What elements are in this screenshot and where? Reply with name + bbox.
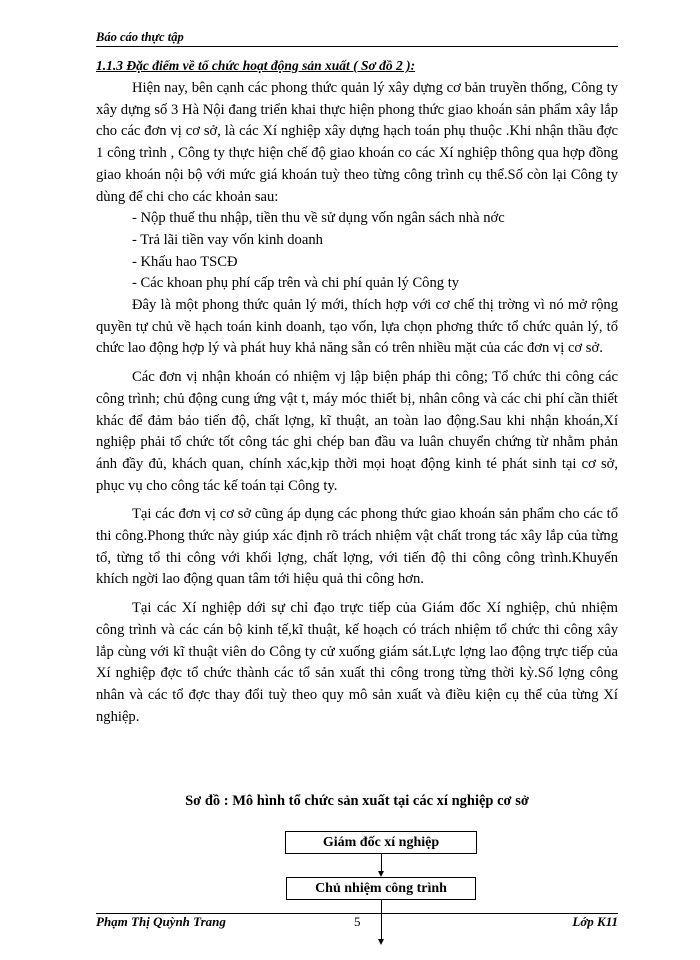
diagram-title: Sơ đồ : Mô hình tổ chức sản xuất tại các xí nghiệp cơ sở <box>185 793 529 809</box>
footer-author: Phạm Thị Quỳnh Trang <box>96 914 226 929</box>
connector-line <box>381 854 382 872</box>
list-item: - Trả lãi tiền vay vốn kinh doanh <box>132 231 323 248</box>
section-title: 1.1.3 Đặc điểm về tổ chức hoạt động sản xuất ( Sơ đồ 2 ): <box>96 58 416 73</box>
page-footer <box>96 914 618 934</box>
page-number: 5 <box>354 914 361 929</box>
page-header: Báo cáo thực tập <box>96 30 618 47</box>
paragraph-4: Tại các đơn vị cơ sở cũng áp dụng các phong thức giao khoán sản phẩm cho các tổ thi công.Phong thức này giúp xác định rõ trách nhiệm vật chất trong tác xây lắp của từng tổ, từng tổ thi công với khối lợng, chất lợng, với tiến độ thi công công trình.Khuyến khích ngời lao động quan tâm tới hiệu quả thi công hơn. <box>96 506 618 588</box>
paragraph-1: Hiện nay, bên cạnh các phong thức quản lý xây dựng cơ bản truyền thống, Công ty xây dựng số 3 Hà Nội đang triển khai thực hiện phong thức giao khoán sản phẩm xây lắp cho các đơn vị cơ sở, là các Xí nghiệp xây dựng hạch toán phụ thuộc .Khi nhận thầu đợc 1 công trình , Công ty thực hiện chế độ giao khoán co các Xí nghiệp thông qua hợp đồng giao khoán nội bộ với mức giá khoán tuỳ theo từng công trình cụ thể.Số còn lại Công ty dùng để chi cho các khoản sau: <box>96 80 618 205</box>
org-box-project-manager: Chủ nhiệm công trình <box>286 877 476 900</box>
arrow-down-icon <box>378 939 384 945</box>
footer-class: Lớp K11 <box>572 914 618 929</box>
paragraph-5: Tại các Xí nghiệp dới sự chỉ đạo trực tiếp của Giám đốc Xí nghiệp, chủ nhiệm công trình và các cán bộ kinh tế,kĩ thuật, kế hoạch có trách nhiệm tổ chức thi công xây lắp cùng với kĩ thuật viên do Công ty cử xuống giám sát.Lực lợng lao động trực tiếp của Xí nghiệp đợc tổ chức thành các tổ sản xuất thi công trong từng thời kỳ.Số lợng công nhân và các tổ đợc thay đổi tuỳ theo quy mô sản xuất và điều kiện cụ thể của từng Xí nghiệp. <box>96 600 618 725</box>
expense-list <box>96 208 618 295</box>
list-item: - Nộp thuế thu nhập, tiền thu về sử dụng vốn ngân sách nhà nớc <box>132 210 505 227</box>
list-item: - Các khoan phụ phí cấp trên và chi phí quản lý Công ty <box>132 275 460 292</box>
org-box-factory-director: Giám đốc xí nghiệp <box>285 831 477 854</box>
paragraph-2: Đây là một phong thức quản lý mới, thích hợp với cơ chế thị trờng vì nó mở rộng quyền tự chủ về hạch toán kinh doanh, tạo vốn, lựa chọn phơng thức tổ chức quản lý, tổ chức lao động hợp lý và phát huy khả năng sẵn có trên nhiều mặt của các đơn vị cơ sở. <box>96 297 618 357</box>
body-text <box>96 78 618 728</box>
paragraph-3: Các đơn vị nhận khoán có nhiệm vj lập biện pháp thi công; Tổ chức thi công các công trình; chủ động cung ứng vật t, máy móc thiết bị, nhân công và các chi phí cần thiết khác để đảm bảo tiến độ, chất lợng, kĩ thuật, an toàn lao động.Sau khi nhận khoán,Xí nghiệp phải tổ chức tốt công tác ghi chép ban đầu va luân chuyển chứng từ nhằm phản ánh đầy đủ, khách quan, chính xác,kịp thời mọi hoạt động kinh té phát sinh tại cơ sở, phục vụ cho công tác kế toán tại Công ty. <box>96 369 618 494</box>
list-item: - Khấu hao TSCĐ <box>132 253 238 270</box>
